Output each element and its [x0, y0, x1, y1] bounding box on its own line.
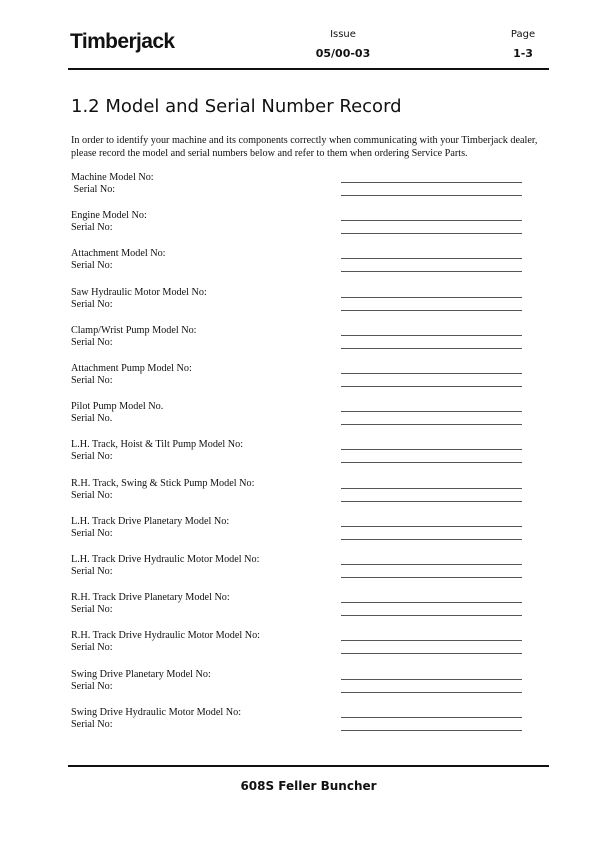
serial-number-field[interactable]: [341, 271, 522, 272]
model-label: Attachment Pump Model No:: [71, 363, 192, 374]
model-number-field[interactable]: [341, 220, 522, 221]
serial-label: Serial No:: [71, 527, 113, 539]
serial-label: Serial No:: [71, 718, 113, 730]
model-label: L.H. Track, Hoist & Tilt Pump Model No:: [71, 439, 244, 451]
model-label: R.H. Track Drive Planetary Model No:: [71, 592, 230, 604]
footer-rule: [68, 765, 549, 767]
model-number-field[interactable]: [341, 679, 522, 680]
serial-label: Serial No:: [71, 451, 113, 463]
serial-label: Serial No:: [71, 642, 113, 654]
header-rule: [68, 68, 549, 70]
model-number-field[interactable]: [341, 564, 522, 565]
page-number: 1-3: [513, 47, 533, 60]
model-number-field[interactable]: [341, 258, 522, 259]
serial-number-field[interactable]: [341, 501, 522, 502]
model-number-field[interactable]: [341, 373, 522, 374]
serial-label: Serial No:: [71, 222, 113, 234]
serial-number-field[interactable]: [341, 539, 522, 540]
model-number-field[interactable]: [341, 640, 522, 641]
record-row: [71, 210, 531, 238]
record-row: [71, 363, 531, 391]
model-number-field[interactable]: [341, 449, 522, 450]
serial-number-field[interactable]: [341, 462, 522, 463]
model-label: L.H. Track Drive Planetary Model No:: [71, 515, 230, 527]
serial-number-field[interactable]: [341, 348, 522, 349]
model-label: Engine Model No:: [71, 210, 147, 222]
model-number-field[interactable]: [341, 411, 522, 412]
serial-label: Serial No:: [71, 566, 113, 577]
issue-label: Issue: [330, 29, 356, 40]
serial-number-field[interactable]: [341, 424, 522, 425]
serial-label: Serial No:: [71, 680, 113, 692]
intro-paragraph: In order to identify your machine and its components correctly when communicating with your Timberjack dealer, please record the model and serial numbers below and refer to them when ordering Service Parts.: [71, 135, 538, 159]
section-title: 1.2 Model and Serial Number Record: [71, 96, 402, 117]
serial-number-field[interactable]: [341, 653, 522, 654]
model-number-field[interactable]: [341, 297, 522, 298]
serial-label: Serial No:: [71, 298, 113, 310]
model-number-field[interactable]: [341, 526, 522, 527]
record-row: [71, 669, 531, 697]
record-row: [71, 439, 531, 467]
record-row: [71, 554, 531, 582]
model-number-field[interactable]: [341, 717, 522, 718]
record-row: [71, 172, 531, 200]
record-row: [71, 630, 531, 658]
model-label: R.H. Track, Swing & Stick Pump Model No:: [71, 477, 255, 489]
serial-label: Serial No:: [71, 489, 113, 501]
record-row: [71, 325, 531, 353]
model-number-field[interactable]: [341, 335, 522, 336]
brand-logo: Timberjack: [70, 30, 175, 53]
serial-number-field[interactable]: [341, 730, 522, 731]
serial-label: Serial No:: [71, 375, 113, 386]
serial-number-field[interactable]: [341, 615, 522, 616]
model-number-field[interactable]: [341, 602, 522, 603]
model-label: Pilot Pump Model No.: [71, 401, 164, 413]
footer-title: 608S Feller Buncher: [240, 779, 377, 793]
serial-label: Serial No:: [71, 260, 113, 272]
model-number-field[interactable]: [341, 488, 522, 489]
record-row: [71, 707, 531, 735]
serial-label: Serial No:: [71, 336, 113, 348]
model-label: R.H. Track Drive Hydraulic Motor Model No:: [71, 630, 261, 642]
record-row: [71, 401, 531, 429]
record-row: [71, 478, 531, 506]
serial-number-field[interactable]: [341, 692, 522, 693]
serial-label: Serial No.: [71, 413, 113, 425]
serial-number-field[interactable]: [341, 386, 522, 387]
serial-label: Serial No:: [71, 604, 113, 616]
model-label: Machine Model No:: [71, 172, 154, 183]
serial-number-field[interactable]: [341, 310, 522, 311]
record-row: [71, 516, 531, 544]
serial-number-field[interactable]: [341, 577, 522, 578]
model-label: Swing Drive Planetary Model No:: [71, 668, 211, 680]
model-label: Swing Drive Hydraulic Motor Model No:: [71, 706, 242, 718]
serial-number-field[interactable]: [341, 233, 522, 234]
record-row: [71, 248, 531, 276]
model-label: L.H. Track Drive Hydraulic Motor Model No:: [71, 554, 260, 565]
record-row: [71, 287, 531, 315]
issue-value: 05/00-03: [315, 47, 371, 60]
model-label: Saw Hydraulic Motor Model No:: [71, 286, 207, 298]
model-label: Clamp/Wrist Pump Model No:: [71, 324, 197, 336]
page-label: Page: [510, 29, 536, 40]
serial-number-field[interactable]: [341, 195, 522, 196]
model-label: Attachment Model No:: [71, 248, 166, 260]
record-row: [71, 592, 531, 620]
model-number-field[interactable]: [341, 182, 522, 183]
serial-label: Serial No:: [71, 184, 116, 195]
